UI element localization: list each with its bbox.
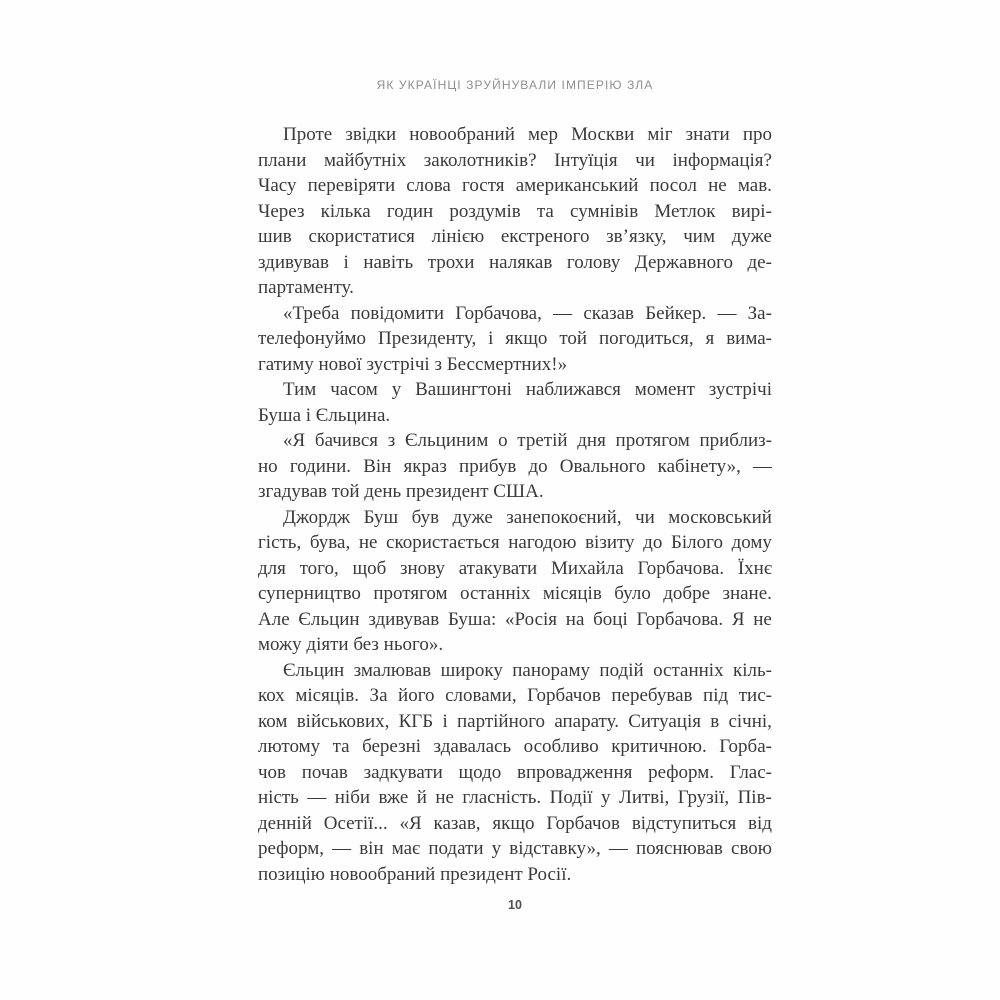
word: широку	[440, 659, 503, 681]
word: у	[391, 379, 402, 400]
word: останніх	[459, 583, 531, 604]
word: повідомити	[350, 302, 445, 324]
word: посол	[649, 175, 697, 196]
word: не	[435, 787, 454, 808]
word: чов	[258, 761, 287, 783]
word: і	[488, 328, 494, 349]
word: —	[608, 838, 628, 859]
word: січні,	[728, 710, 772, 732]
word: візиту	[585, 532, 635, 553]
word: почав	[301, 761, 348, 783]
word: Осетії...	[323, 812, 388, 834]
word: Єльциним	[404, 430, 489, 451]
word: якщо	[492, 812, 535, 834]
word: Події	[549, 787, 593, 808]
text-line	[258, 224, 772, 250]
word: і	[442, 710, 448, 732]
word: новообраний	[409, 124, 515, 145]
word: сказав	[583, 302, 635, 324]
word: не	[358, 532, 378, 553]
word: прибув	[459, 455, 517, 477]
word: й	[416, 787, 427, 808]
word: скористається	[386, 532, 500, 553]
word: кабінету»,	[657, 455, 741, 477]
text-line	[258, 658, 772, 684]
word: —	[307, 787, 327, 808]
word: де-	[747, 251, 772, 273]
word: на	[565, 608, 585, 630]
word: ком	[258, 710, 288, 732]
word: момент	[634, 379, 695, 400]
word: гостя	[462, 175, 505, 196]
word: лінією	[431, 226, 485, 247]
word: знову	[399, 557, 445, 579]
word: зустрічі	[708, 379, 772, 400]
word: у	[600, 787, 611, 808]
word: вирі-	[731, 200, 772, 222]
word: Горбачов	[546, 812, 620, 834]
word: кілька	[320, 200, 371, 222]
word: Державного	[634, 251, 733, 273]
word: вже	[378, 787, 409, 808]
word: годин	[386, 200, 434, 222]
text-line	[258, 199, 772, 225]
word: «Росія	[505, 608, 558, 630]
text-line: партаменту.	[258, 277, 354, 298]
word: змалював	[353, 659, 432, 681]
text-line	[258, 811, 772, 837]
word: має	[391, 838, 421, 859]
word: суперництво	[258, 583, 361, 604]
word: скористатися	[308, 226, 415, 247]
word: погодиться,	[598, 328, 694, 349]
text-line	[258, 301, 772, 327]
word: ніби	[334, 787, 371, 808]
word: його	[398, 685, 435, 706]
word: Москви	[571, 124, 635, 145]
word: свою	[731, 838, 772, 859]
word: панораму	[512, 659, 590, 681]
word: критичною.	[611, 736, 707, 757]
word: третій	[517, 430, 568, 451]
page-text	[258, 122, 772, 887]
word: та	[332, 736, 350, 757]
word: Білого	[670, 532, 723, 553]
word: чим	[683, 226, 715, 247]
text-line	[258, 836, 772, 862]
word: подати	[428, 838, 484, 859]
word: про	[742, 124, 772, 145]
word: місяців	[542, 583, 602, 604]
word: якраз	[403, 455, 447, 477]
text-line	[258, 454, 772, 480]
word: інформація?	[672, 149, 772, 171]
word: налякав	[488, 251, 553, 273]
text-line	[258, 581, 772, 607]
word: міг	[647, 124, 673, 145]
word: гість,	[258, 532, 302, 553]
word: Горбачова,	[455, 302, 542, 324]
word: місяців.	[295, 685, 359, 706]
word: голову	[566, 251, 621, 273]
word: шив	[258, 226, 292, 247]
word: бачився	[314, 430, 379, 451]
word: московський	[668, 506, 772, 528]
word: трохи	[427, 251, 475, 273]
word: знане.	[722, 583, 772, 604]
word: слова	[406, 175, 451, 196]
word: американський	[515, 175, 639, 196]
text-line: позицію новообраний президент Росії.	[258, 863, 572, 885]
running-header: ЯК УКРАЇНЦІ ЗРУЙНУВАЛИ ІМПЕРІЮ ЗЛА	[376, 78, 654, 92]
word: Горбачов	[527, 685, 601, 706]
word: вима-	[726, 328, 772, 349]
word: Литві,	[618, 787, 670, 808]
text-line	[258, 785, 772, 811]
word: Інтуїція	[554, 149, 618, 171]
word: Ситуація	[628, 710, 701, 732]
word: здивував	[368, 608, 440, 630]
text-line	[258, 709, 772, 735]
word: часом	[330, 379, 378, 400]
word: чи	[635, 506, 655, 528]
word: —	[753, 455, 772, 477]
word: не	[753, 608, 772, 630]
word: Буш	[363, 506, 399, 528]
word: мер	[528, 124, 558, 145]
word: протягом	[373, 583, 448, 604]
word: реформ,	[258, 838, 324, 859]
word: екстреного	[500, 226, 590, 247]
text-line	[258, 122, 772, 148]
word: апарату.	[554, 710, 619, 732]
word: —	[553, 302, 573, 324]
text-line	[258, 148, 772, 174]
word: щодо	[458, 761, 502, 783]
text-line	[258, 530, 772, 556]
word: Єльцин	[283, 659, 345, 681]
word: приблиз-	[699, 430, 772, 451]
word: мав.	[737, 175, 772, 196]
text-line	[258, 734, 772, 760]
word: Глас-	[729, 761, 772, 783]
word: сумнівів	[570, 200, 639, 222]
text-line	[258, 173, 772, 199]
word: Пів-	[737, 787, 772, 808]
word: плани	[258, 149, 307, 171]
word: перевіряти	[307, 175, 396, 196]
word: під	[703, 685, 729, 706]
word: кох	[258, 685, 285, 706]
word: і	[343, 251, 349, 273]
text-line	[258, 250, 772, 276]
word: Горба-	[719, 736, 772, 757]
word: казав,	[433, 812, 481, 834]
word: було	[614, 583, 651, 604]
word: протягом	[615, 430, 690, 451]
word: задкувати	[363, 761, 443, 783]
word: військових,	[296, 710, 390, 732]
text-line: Буша і Єльцина.	[258, 404, 391, 426]
word: від	[748, 812, 772, 834]
word: особливо	[523, 736, 599, 757]
text-line: можу діяти без нього».	[258, 634, 444, 655]
word: години.	[289, 455, 352, 477]
word: Михайла	[550, 557, 624, 579]
word: «Треба	[283, 302, 340, 324]
word: Овального	[559, 455, 646, 477]
word: з	[387, 430, 396, 451]
word: Президенту,	[377, 328, 477, 349]
word: якщо	[505, 328, 548, 349]
word: За-	[747, 302, 772, 324]
word: но	[258, 455, 278, 477]
word: той	[559, 328, 588, 349]
word: добре	[663, 583, 711, 604]
word: гласність.	[462, 787, 542, 808]
word: зв’язку,	[606, 226, 667, 247]
word: знати	[685, 124, 730, 145]
word: роздумів	[449, 200, 521, 222]
word: щоб	[352, 557, 387, 579]
word: відставку»,	[509, 838, 601, 859]
word: перебував	[611, 685, 693, 706]
word: Бейкер.	[645, 302, 707, 324]
word: не	[708, 175, 727, 196]
word: атакувати	[458, 557, 538, 579]
text-line	[258, 505, 772, 531]
word: Він	[363, 455, 392, 477]
word: навіть	[363, 251, 414, 273]
word: КГБ	[398, 710, 434, 732]
word: у	[491, 838, 502, 859]
text-line	[258, 683, 772, 709]
word: Але	[258, 608, 290, 630]
word: подій	[599, 659, 644, 681]
word: був	[411, 506, 440, 528]
word: пояснював	[635, 838, 723, 859]
word: словами,	[445, 685, 517, 706]
text-line	[258, 760, 772, 786]
word: тис-	[738, 685, 772, 706]
word: Їхнє	[737, 557, 772, 579]
word: «Я	[399, 812, 422, 834]
word: кіль-	[733, 659, 772, 681]
word: ність	[258, 787, 299, 808]
word: Горбачова.	[637, 557, 725, 579]
text-line	[258, 556, 772, 582]
word: звідки	[345, 124, 397, 145]
word: Через	[258, 200, 305, 222]
word: того,	[299, 557, 339, 579]
word: Проте	[283, 124, 333, 145]
word: останніх	[653, 659, 724, 681]
word: нагодою	[508, 532, 577, 553]
text-line	[258, 326, 772, 352]
word: дуже	[731, 226, 772, 247]
word: заколотників?	[423, 149, 537, 171]
text-line	[258, 377, 772, 403]
word: дуже	[452, 506, 493, 528]
word: телефонуймо	[258, 328, 367, 349]
word: наближався	[525, 379, 621, 400]
word: Вашингтоні	[415, 379, 512, 400]
word: —	[332, 838, 352, 859]
word: дому	[731, 532, 772, 553]
text-line	[258, 428, 772, 454]
word: о	[498, 430, 508, 451]
word: Буша:	[448, 608, 497, 630]
word: та	[536, 200, 554, 222]
text-line: згадував той день президент США.	[258, 481, 544, 502]
word: За	[369, 685, 388, 706]
word: занепокоєний,	[506, 506, 622, 528]
word: для	[258, 557, 286, 579]
word: Горбачова.	[636, 608, 724, 630]
word: в	[710, 710, 720, 732]
word: «Я	[283, 430, 306, 451]
word: до	[528, 455, 548, 477]
word: Джордж	[283, 506, 351, 528]
text-line	[258, 607, 772, 633]
word: Метлок	[654, 200, 716, 222]
word: здавалась	[433, 736, 512, 757]
word: він	[359, 838, 384, 859]
word: Я	[731, 608, 745, 630]
word: партійного	[456, 710, 546, 732]
word: Грузії,	[677, 787, 730, 808]
word: лютому	[258, 736, 321, 757]
text-line: гатиму нової зустрічі з Бессмертних!»	[258, 353, 568, 375]
word: Тим	[283, 379, 317, 400]
word: здивував	[258, 251, 329, 273]
word: до	[643, 532, 663, 553]
word: реформ.	[648, 761, 715, 783]
word: Часу	[258, 175, 297, 196]
word: —	[717, 302, 737, 324]
word: боці	[593, 608, 628, 630]
word: майбутніх	[324, 149, 407, 171]
word: денній	[258, 812, 312, 834]
word: чи	[635, 149, 655, 171]
word: я	[705, 328, 715, 349]
word: березні	[362, 736, 422, 757]
page-number: 10	[508, 898, 522, 912]
word: відступиться	[631, 812, 737, 834]
word: Єльцин	[298, 608, 360, 630]
word: дня	[577, 430, 606, 451]
word: бува,	[309, 532, 351, 553]
word: впровадження	[517, 761, 633, 783]
